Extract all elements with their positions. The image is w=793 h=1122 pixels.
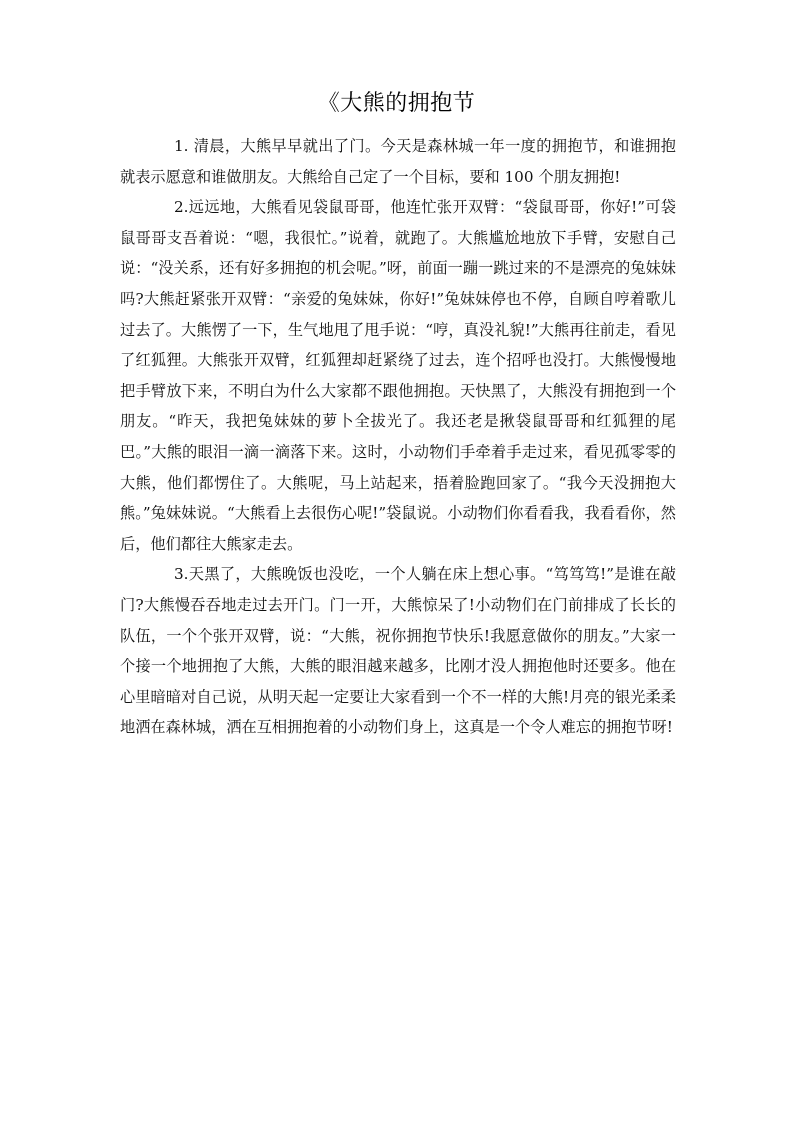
paragraph-3: 3.天黑了，大熊晚饭也没吃，一个人躺在床上想心事。“笃笃笃!”是谁在敲门?大熊慢吞吞地走过去开门。门一开，大熊惊呆了!小动物们在门前排成了长长的队伍，一个个张开双臂，说：“大熊，祝你拥抱节快乐!我愿意做你的朋友。”大家一个接一个地拥抱了大熊，大熊的眼泪越来越多，比刚才没人拥抱他时还要多。他在心里暗暗对自己说，从明天起一定要让大家看到一个不一样的大熊!月亮的银光柔柔地洒在森林城，洒在互相拥抱着的小动物们身上，这真是一个令人难忘的拥抱节呀! [120,565,676,737]
paragraph-1: 1. 清晨，大熊早早就出了门。今天是森林城一年一度的拥抱节，和谁拥抱就表示愿意和谁做朋友。大熊给自己定了一个目标，要和 100 个朋友拥抱! [120,137,676,186]
document-title: 《大熊的拥抱节 [317,91,476,116]
document-body [120,131,676,743]
paragraph-2: 2.远远地，大熊看见袋鼠哥哥，他连忙张开双臂：“袋鼠哥哥，你好!”可袋鼠哥哥支吾着说：“嗯，我很忙。”说着，就跑了。大熊尴尬地放下手臂，安慰自己说：“没关系，还有好多拥抱的机会呢。”呀，前面一蹦一跳过来的不是漂亮的兔妹妹吗?大熊赶紧张开双臂：“亲爱的兔妹妹，你好!”兔妹妹停也不停，自顾自哼着歌儿过去了。大熊愣了一下，生气地甩了甩手说：“哼，真没礼貌!”大熊再往前走，看见了红狐狸。大熊张开双臂，红狐狸却赶紧绕了过去，连个招呼也没打。大熊慢慢地把手臂放下来，不明白为什么大家都不跟他拥抱。天快黑了，大熊没有拥抱到一个朋友。“昨天，我把兔妹妹的萝卜全拔光了。我还老是揪袋鼠哥哥和红狐狸的尾巴。”大熊的眼泪一滴一滴落下来。这时，小动物们手牵着手走过来，看见孤零零的大熊，他们都愣住了。大熊呢，马上站起来，捂着脸跑回家了。“我今天没拥抱大熊。”兔妹妹说。“大熊看上去很伤心呢!”袋鼠说。小动物们你看看我，我看看你，然后，他们都往大熊家走去。 [120,198,676,553]
